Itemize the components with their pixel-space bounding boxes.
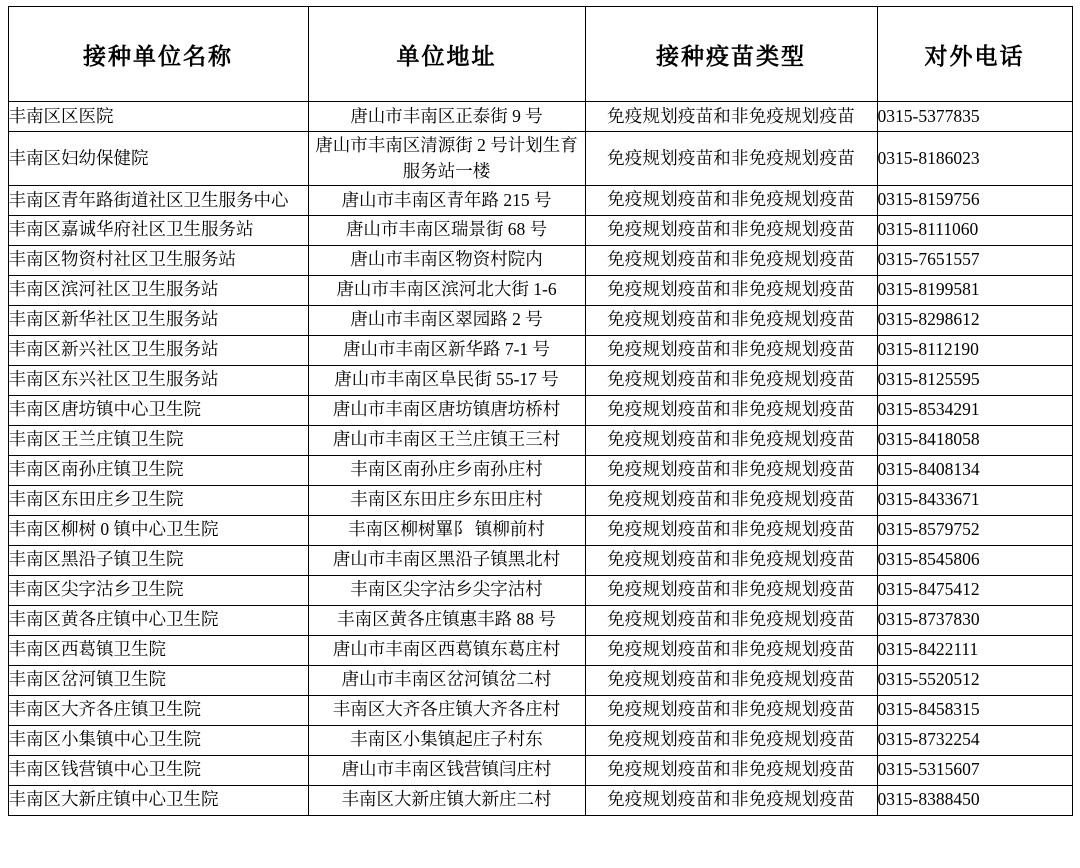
cell-phone: 0315-5520512 [877, 665, 1072, 695]
cell-address: 丰南区南孙庄乡南孙庄村 [308, 455, 585, 485]
table-row [8, 305, 1072, 335]
cell-address: 唐山市丰南区青年路 215 号 [308, 185, 585, 215]
cell-phone: 0315-5315607 [877, 755, 1072, 785]
cell-vaccine-type: 免疫规划疫苗和非免疫规划疫苗 [585, 425, 877, 455]
cell-address: 唐山市丰南区钱营镇闫庄村 [308, 755, 585, 785]
cell-vaccine-type: 免疫规划疫苗和非免疫规划疫苗 [585, 275, 877, 305]
cell-phone: 0315-8732254 [877, 725, 1072, 755]
cell-site-name: 丰南区滨河社区卫生服务站 [8, 275, 308, 305]
cell-site-name: 丰南区新兴社区卫生服务站 [8, 335, 308, 365]
table-row [8, 755, 1072, 785]
cell-site-name: 丰南区新华社区卫生服务站 [8, 305, 308, 335]
cell-phone: 0315-8111060 [877, 215, 1072, 245]
cell-site-name: 丰南区柳树 0 镇中心卫生院 [8, 515, 308, 545]
cell-vaccine-type: 免疫规划疫苗和非免疫规划疫苗 [585, 755, 877, 785]
cell-phone: 0315-8579752 [877, 515, 1072, 545]
column-header-site-name: 接种单位名称 [8, 7, 308, 102]
cell-site-name: 丰南区大新庄镇中心卫生院 [8, 785, 308, 815]
cell-address: 唐山市丰南区正泰街 9 号 [308, 102, 585, 132]
cell-site-name: 丰南区妇幼保健院 [8, 132, 308, 186]
cell-site-name: 丰南区王兰庄镇卫生院 [8, 425, 308, 455]
cell-address: 丰南区柳树罼阝 镇柳前村 [308, 515, 585, 545]
cell-phone: 0315-8458315 [877, 695, 1072, 725]
cell-phone: 0315-5377835 [877, 102, 1072, 132]
cell-vaccine-type: 免疫规划疫苗和非免疫规划疫苗 [585, 485, 877, 515]
cell-site-name: 丰南区青年路街道社区卫生服务中心 [8, 185, 308, 215]
cell-vaccine-type: 免疫规划疫苗和非免疫规划疫苗 [585, 785, 877, 815]
table-row [8, 132, 1072, 186]
cell-address: 唐山市丰南区黑沿子镇黑北村 [308, 545, 585, 575]
table-row [8, 335, 1072, 365]
cell-site-name: 丰南区黑沿子镇卫生院 [8, 545, 308, 575]
table-row [8, 365, 1072, 395]
cell-site-name: 丰南区小集镇中心卫生院 [8, 725, 308, 755]
cell-phone: 0315-8408134 [877, 455, 1072, 485]
cell-site-name: 丰南区西葛镇卫生院 [8, 635, 308, 665]
cell-address: 唐山市丰南区翠园路 2 号 [308, 305, 585, 335]
cell-phone: 0315-8388450 [877, 785, 1072, 815]
cell-phone: 0315-8112190 [877, 335, 1072, 365]
table-row [8, 185, 1072, 215]
cell-vaccine-type: 免疫规划疫苗和非免疫规划疫苗 [585, 215, 877, 245]
cell-phone: 0315-8475412 [877, 575, 1072, 605]
cell-site-name: 丰南区钱营镇中心卫生院 [8, 755, 308, 785]
cell-site-name: 丰南区嘉诚华府社区卫生服务站 [8, 215, 308, 245]
cell-phone: 0315-8125595 [877, 365, 1072, 395]
cell-vaccine-type: 免疫规划疫苗和非免疫规划疫苗 [585, 575, 877, 605]
column-header-vaccine-type: 接种疫苗类型 [585, 7, 877, 102]
column-header-phone: 对外电话 [877, 7, 1072, 102]
cell-address: 丰南区大齐各庄镇大齐各庄村 [308, 695, 585, 725]
cell-site-name: 丰南区东田庄乡卫生院 [8, 485, 308, 515]
table-row [8, 455, 1072, 485]
cell-site-name: 丰南区尖字沽乡卫生院 [8, 575, 308, 605]
cell-address: 唐山市丰南区物资村院内 [308, 245, 585, 275]
cell-address: 丰南区大新庄镇大新庄二村 [308, 785, 585, 815]
cell-site-name: 丰南区南孙庄镇卫生院 [8, 455, 308, 485]
table-row [8, 515, 1072, 545]
table-row [8, 785, 1072, 815]
cell-vaccine-type: 免疫规划疫苗和非免疫规划疫苗 [585, 132, 877, 186]
cell-phone: 0315-7651557 [877, 245, 1072, 275]
cell-phone: 0315-8422111 [877, 635, 1072, 665]
table-row [8, 605, 1072, 635]
column-header-address: 单位地址 [308, 7, 585, 102]
table-row [8, 102, 1072, 132]
cell-vaccine-type: 免疫规划疫苗和非免疫规划疫苗 [585, 245, 877, 275]
table-row [8, 575, 1072, 605]
cell-phone: 0315-8737830 [877, 605, 1072, 635]
table-row [8, 395, 1072, 425]
cell-vaccine-type: 免疫规划疫苗和非免疫规划疫苗 [585, 515, 877, 545]
cell-address: 丰南区黄各庄镇惠丰路 88 号 [308, 605, 585, 635]
cell-phone: 0315-8418058 [877, 425, 1072, 455]
cell-address: 唐山市丰南区清源街 2 号计划生育服务站一楼 [308, 132, 585, 186]
cell-phone: 0315-8545806 [877, 545, 1072, 575]
cell-phone: 0315-8433671 [877, 485, 1072, 515]
cell-vaccine-type: 免疫规划疫苗和非免疫规划疫苗 [585, 365, 877, 395]
table-row [8, 245, 1072, 275]
cell-site-name: 丰南区唐坊镇中心卫生院 [8, 395, 308, 425]
table-row [8, 275, 1072, 305]
cell-address: 唐山市丰南区滨河北大街 1-6 [308, 275, 585, 305]
cell-vaccine-type: 免疫规划疫苗和非免疫规划疫苗 [585, 725, 877, 755]
cell-phone: 0315-8298612 [877, 305, 1072, 335]
cell-vaccine-type: 免疫规划疫苗和非免疫规划疫苗 [585, 695, 877, 725]
cell-phone: 0315-8199581 [877, 275, 1072, 305]
cell-site-name: 丰南区物资村社区卫生服务站 [8, 245, 308, 275]
cell-address: 唐山市丰南区岔河镇岔二村 [308, 665, 585, 695]
table-header-row [8, 7, 1072, 102]
cell-phone: 0315-8186023 [877, 132, 1072, 186]
table-row [8, 485, 1072, 515]
cell-address: 唐山市丰南区王兰庄镇王三村 [308, 425, 585, 455]
table-row [8, 695, 1072, 725]
cell-address: 唐山市丰南区西葛镇东葛庄村 [308, 635, 585, 665]
cell-vaccine-type: 免疫规划疫苗和非免疫规划疫苗 [585, 102, 877, 132]
cell-site-name: 丰南区大齐各庄镇卫生院 [8, 695, 308, 725]
cell-phone: 0315-8534291 [877, 395, 1072, 425]
cell-address: 丰南区尖字沽乡尖字沽村 [308, 575, 585, 605]
cell-vaccine-type: 免疫规划疫苗和非免疫规划疫苗 [585, 335, 877, 365]
cell-phone: 0315-8159756 [877, 185, 1072, 215]
cell-address: 丰南区小集镇起庄子村东 [308, 725, 585, 755]
cell-vaccine-type: 免疫规划疫苗和非免疫规划疫苗 [585, 455, 877, 485]
cell-address: 唐山市丰南区新华路 7-1 号 [308, 335, 585, 365]
cell-site-name: 丰南区东兴社区卫生服务站 [8, 365, 308, 395]
cell-vaccine-type: 免疫规划疫苗和非免疫规划疫苗 [585, 185, 877, 215]
table-row [8, 725, 1072, 755]
cell-address: 丰南区东田庄乡东田庄村 [308, 485, 585, 515]
table-row [8, 215, 1072, 245]
vaccination-sites-table [8, 6, 1073, 816]
cell-site-name: 丰南区岔河镇卫生院 [8, 665, 308, 695]
table-row [8, 425, 1072, 455]
cell-vaccine-type: 免疫规划疫苗和非免疫规划疫苗 [585, 605, 877, 635]
table-row [8, 545, 1072, 575]
table-body [8, 102, 1072, 816]
table-header [8, 7, 1072, 102]
cell-site-name: 丰南区区医院 [8, 102, 308, 132]
table-row [8, 665, 1072, 695]
cell-vaccine-type: 免疫规划疫苗和非免疫规划疫苗 [585, 305, 877, 335]
cell-site-name: 丰南区黄各庄镇中心卫生院 [8, 605, 308, 635]
cell-vaccine-type: 免疫规划疫苗和非免疫规划疫苗 [585, 635, 877, 665]
cell-address: 唐山市丰南区瑞景街 68 号 [308, 215, 585, 245]
table-row [8, 635, 1072, 665]
cell-address: 唐山市丰南区唐坊镇唐坊桥村 [308, 395, 585, 425]
cell-vaccine-type: 免疫规划疫苗和非免疫规划疫苗 [585, 665, 877, 695]
cell-vaccine-type: 免疫规划疫苗和非免疫规划疫苗 [585, 545, 877, 575]
cell-vaccine-type: 免疫规划疫苗和非免疫规划疫苗 [585, 395, 877, 425]
cell-address: 唐山市丰南区阜民街 55-17 号 [308, 365, 585, 395]
